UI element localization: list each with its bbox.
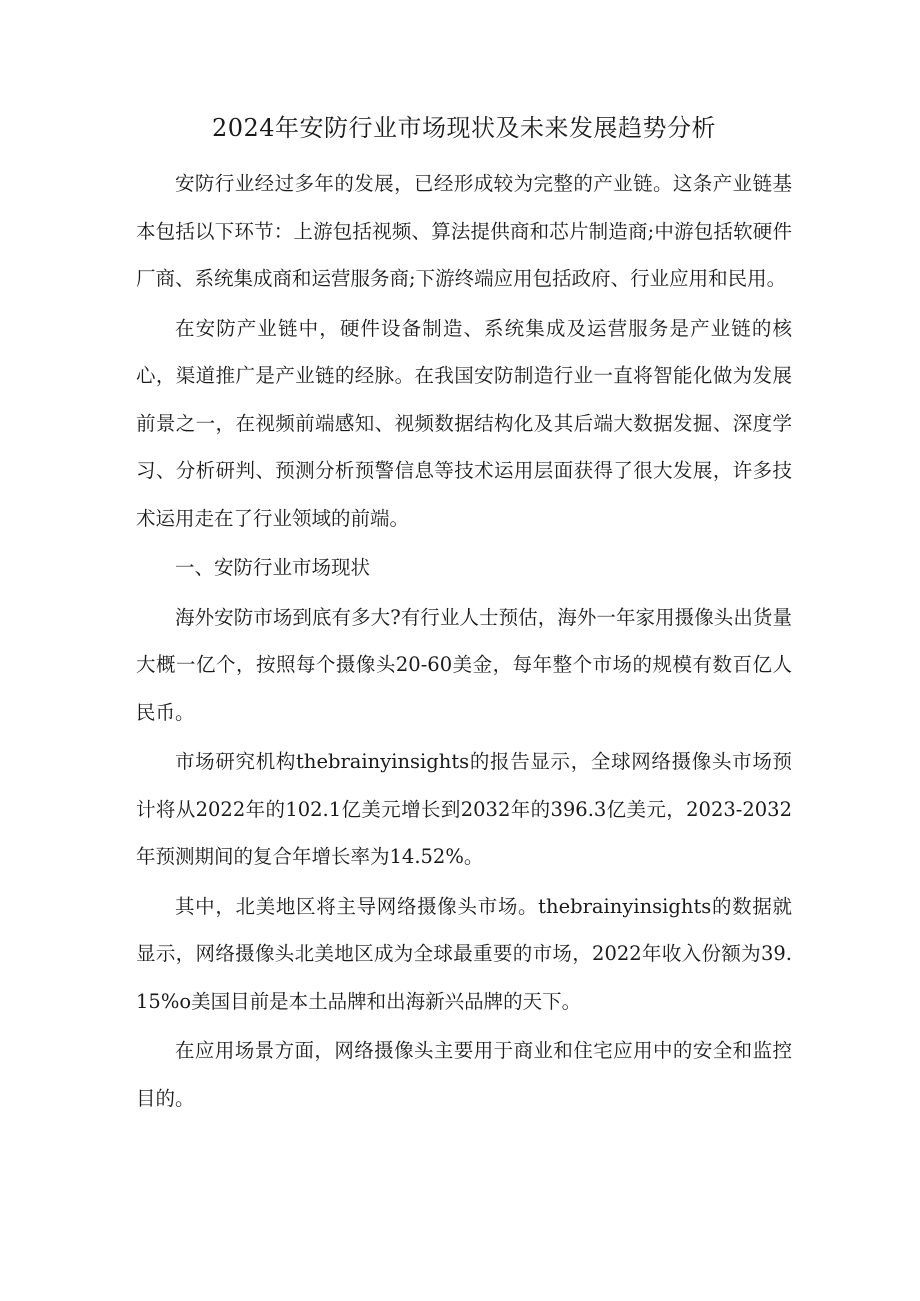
paragraph-overseas-market: 海外安防市场到底有多大?有行业人士预估，海外一年家用摄像头出货量大概一亿个，按照每个摄像头20-60美金，每年整个市场的规模有数百亿人民币。	[136, 605, 792, 724]
paragraph-industry-chain: 安防行业经过多年的发展，已经形成较为完整的产业链。这条产业链基本包括以下环节：上游包括视频、算法提供商和芯片制造商;中游包括软硬件厂商、系统集成商和运营服务商;下游终端应用包括政府、行业应用和民用。	[136, 172, 792, 290]
document-title: 2024年安防行业市场现状及未来发展趋势分析	[211, 114, 717, 142]
paragraph-market-forecast: 市场研究机构thebrainyinsights的报告显示，全球网络摄像头市场预计将从2022年的102.1亿美元增长到2032年的396.3亿美元，2023-2032年预测期间的复合年增长率为14.52%。	[136, 750, 792, 868]
paragraph-north-america: 其中，北美地区将主导网络摄像头市场。thebrainyinsights的数据就显示，网络摄像头北美地区成为全球最重要的市场，2022年收入份额为39.15%o美国目前是本土品牌和出海新兴品牌的天下。	[136, 894, 792, 1013]
paragraph-application-scenarios: 在应用场景方面，网络摄像头主要用于商业和住宅应用中的安全和监控目的。	[136, 1039, 792, 1110]
section-heading: 一、安防行业市场现状	[175, 556, 371, 579]
paragraph-industry-core: 在安防产业链中，硬件设备制造、系统集成及运营服务是产业链的核心，渠道推广是产业链的经脉。在我国安防制造行业一直将智能化做为发展前景之一，在视频前端感知、视频数据结构化及其后端大数据发掘、深度学习、分析研判、预测分析预警信息等技术运用层面获得了很大发展，许多技术运用走在了行业领域的前端。	[136, 316, 792, 530]
